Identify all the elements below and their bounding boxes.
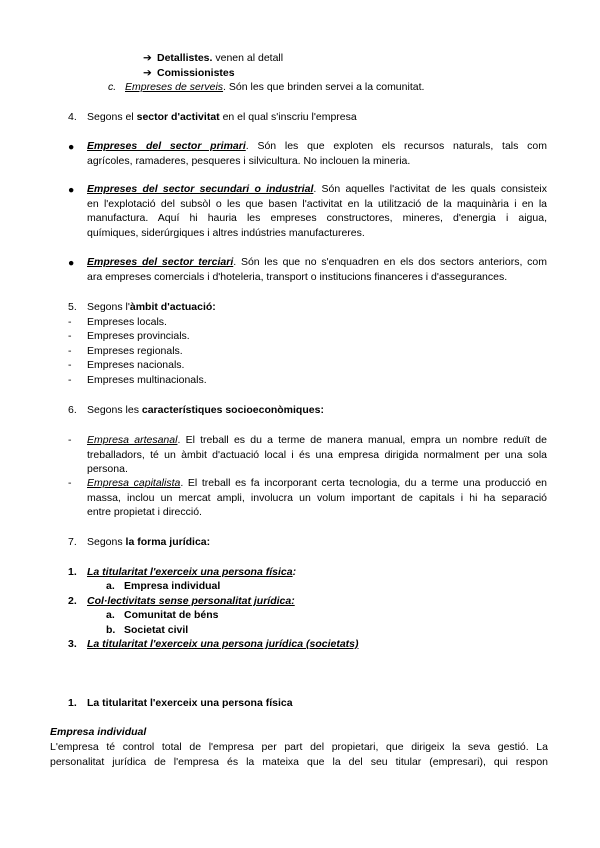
services-link[interactable]: Empreses de serveis bbox=[125, 81, 224, 93]
list-item-services bbox=[108, 80, 424, 94]
retailers-label: Detallistes. bbox=[157, 52, 213, 64]
section-bold: la forma jurídica: bbox=[125, 536, 211, 548]
capitalist-company bbox=[87, 476, 547, 520]
section-6-heading bbox=[68, 403, 324, 417]
dash-marker: - bbox=[68, 477, 72, 489]
text-line: massa, inclou un mercat ampli, involucra un volum important de capitals i hi ha separació bbox=[87, 491, 547, 504]
subtitle-individual: Empresa individual bbox=[50, 726, 147, 738]
text-line: . Són aquelles l'activitat de les quals consisteix bbox=[313, 183, 547, 195]
legal-form-2-sub-b bbox=[106, 623, 188, 637]
heading-natural-person bbox=[68, 696, 293, 710]
legal-form-3-link[interactable]: La titularitat l'exerceix una persona jurídica (societats) bbox=[87, 638, 359, 650]
legal-form-1-sub-a bbox=[106, 579, 220, 593]
section-prefix: Segons bbox=[87, 536, 126, 548]
form-number: 2. bbox=[68, 595, 77, 607]
agents-label: Comissionistes bbox=[157, 67, 235, 79]
bullet-icon: ● bbox=[68, 141, 75, 153]
sector-secondary bbox=[87, 182, 547, 240]
retailers-text: venen al detall bbox=[212, 52, 284, 64]
list-item bbox=[68, 344, 183, 358]
section-number: 4. bbox=[68, 111, 77, 123]
section-number: 5. bbox=[68, 301, 77, 313]
legal-form-3 bbox=[68, 637, 359, 651]
section-5-heading bbox=[68, 300, 216, 314]
dash-marker: - bbox=[68, 330, 72, 342]
dash-marker: - bbox=[68, 345, 72, 357]
text-line: en l'explotació del subsòl o les que basen l'activitat en la utilització de la maquinària i en la bbox=[87, 197, 547, 210]
section-prefix: Segons el bbox=[87, 111, 137, 123]
list-item bbox=[68, 315, 167, 329]
bullet-icon: ● bbox=[68, 184, 75, 196]
list-item bbox=[68, 373, 207, 387]
sub-marker: b. bbox=[106, 624, 116, 636]
list-item bbox=[68, 329, 190, 343]
text-line: manufactura. Aquí hi hauria les empreses constructores, mineres, d'energia i aigua, bbox=[87, 212, 547, 224]
text-line: . El treball es du a terme de manera manual, empra un nombre reduït de bbox=[177, 434, 547, 446]
section-7-heading bbox=[68, 535, 210, 549]
services-text: . Són les que brinden servei a la comunitat. bbox=[223, 81, 425, 93]
list-item-text: Empreses multinacionals. bbox=[87, 374, 207, 386]
artisan-term[interactable]: Empresa artesanal bbox=[87, 434, 178, 446]
text-line: . Són les que exploten els recursos naturals, tals com bbox=[245, 140, 547, 152]
sector-primary bbox=[87, 139, 547, 168]
legal-form-1-link[interactable]: La titularitat l'exerceix una persona física bbox=[87, 566, 293, 578]
text-line: personalitat jurídica de l'empresa és la mateixa que la del seu titular (empresari), qui respon bbox=[50, 755, 548, 768]
bullet-icon: ● bbox=[68, 257, 75, 269]
sector-tertiary-term[interactable]: Empreses del sector terciari bbox=[87, 256, 234, 268]
list-item-agents bbox=[143, 66, 235, 80]
section-prefix: Segons les bbox=[87, 404, 142, 416]
form-number: 1. bbox=[68, 566, 77, 578]
sector-primary-term[interactable]: Empreses del sector primari bbox=[87, 140, 246, 152]
sub-label: Empresa individual bbox=[124, 580, 221, 592]
artisan-company bbox=[87, 433, 547, 477]
form-colon: : bbox=[292, 566, 297, 578]
individual-paragraph bbox=[50, 740, 548, 769]
sub-marker: a. bbox=[106, 580, 115, 592]
legal-form-1 bbox=[68, 565, 296, 579]
section-bold: característiques socioeconòmiques: bbox=[141, 404, 324, 416]
list-item-retailers bbox=[143, 51, 283, 65]
legal-form-2-link[interactable]: Col·lectivitats sense personalitat jurídica: bbox=[87, 595, 295, 607]
text-line: agrícoles, ramaderes, pesqueres i silvicultura. No inclouen la mineria. bbox=[87, 154, 411, 167]
section-4-heading bbox=[68, 110, 357, 124]
sector-secondary-term[interactable]: Empreses del sector secundari o industrial bbox=[87, 183, 314, 195]
text-line: . El treball es fa incorporant certa tecnologia, du a terme una producció en bbox=[180, 477, 547, 489]
arrow-icon: ➔ bbox=[143, 52, 152, 64]
section-bold: àmbit d'actuació: bbox=[129, 301, 216, 313]
text-line: químiques, siderúrgiques i altres indústries manufactureres. bbox=[87, 226, 365, 239]
text-line: persona. bbox=[87, 463, 128, 475]
sub-label: Societat civil bbox=[124, 624, 189, 636]
list-item-text: Empreses nacionals. bbox=[87, 359, 185, 371]
legal-form-2-sub-a bbox=[106, 608, 219, 622]
dash-marker: - bbox=[68, 374, 72, 386]
sub-marker: a. bbox=[106, 609, 115, 621]
section-suffix: en el qual s'inscriu l'empresa bbox=[219, 111, 357, 123]
legal-form-2 bbox=[68, 594, 295, 608]
text-line: entre propietat i direcció. bbox=[87, 506, 202, 518]
dash-marker: - bbox=[68, 434, 72, 446]
text-line: treballadors, té un àmbit d'actuació local i és una empresa dirigida normalment per una sola bbox=[87, 448, 547, 461]
list-item-text: Empreses regionals. bbox=[87, 345, 183, 357]
section-number: 7. bbox=[68, 536, 77, 548]
list-item-text: Empreses provincials. bbox=[87, 330, 190, 342]
capitalist-term[interactable]: Empresa capitalista bbox=[87, 477, 181, 489]
section-bold: sector d'activitat bbox=[136, 111, 220, 123]
sector-tertiary bbox=[87, 255, 547, 284]
heading-number: 1. bbox=[68, 697, 77, 709]
dash-marker: - bbox=[68, 359, 72, 371]
sub-label: Comunitat de béns bbox=[124, 609, 219, 621]
text-line: . Són les que no s'enquadren en els dos sectors anteriors, com bbox=[233, 256, 547, 268]
form-number: 3. bbox=[68, 638, 77, 650]
dash-marker: - bbox=[68, 316, 72, 328]
section-prefix: Segons l' bbox=[87, 301, 130, 313]
text-line: L'empresa té control total de l'empresa per part del propietari, que dirigeix la seva gestió. La bbox=[50, 741, 548, 753]
list-marker: c. bbox=[108, 81, 117, 93]
list-item bbox=[68, 358, 184, 372]
heading-title: La titularitat l'exerceix una persona física bbox=[87, 697, 293, 709]
list-item-text: Empreses locals. bbox=[87, 316, 167, 328]
section-number: 6. bbox=[68, 404, 77, 416]
arrow-icon: ➔ bbox=[143, 67, 152, 79]
text-line: ara empreses comercials i d'hoteleria, transport o institucions financeres i d'assegurances. bbox=[87, 270, 508, 283]
